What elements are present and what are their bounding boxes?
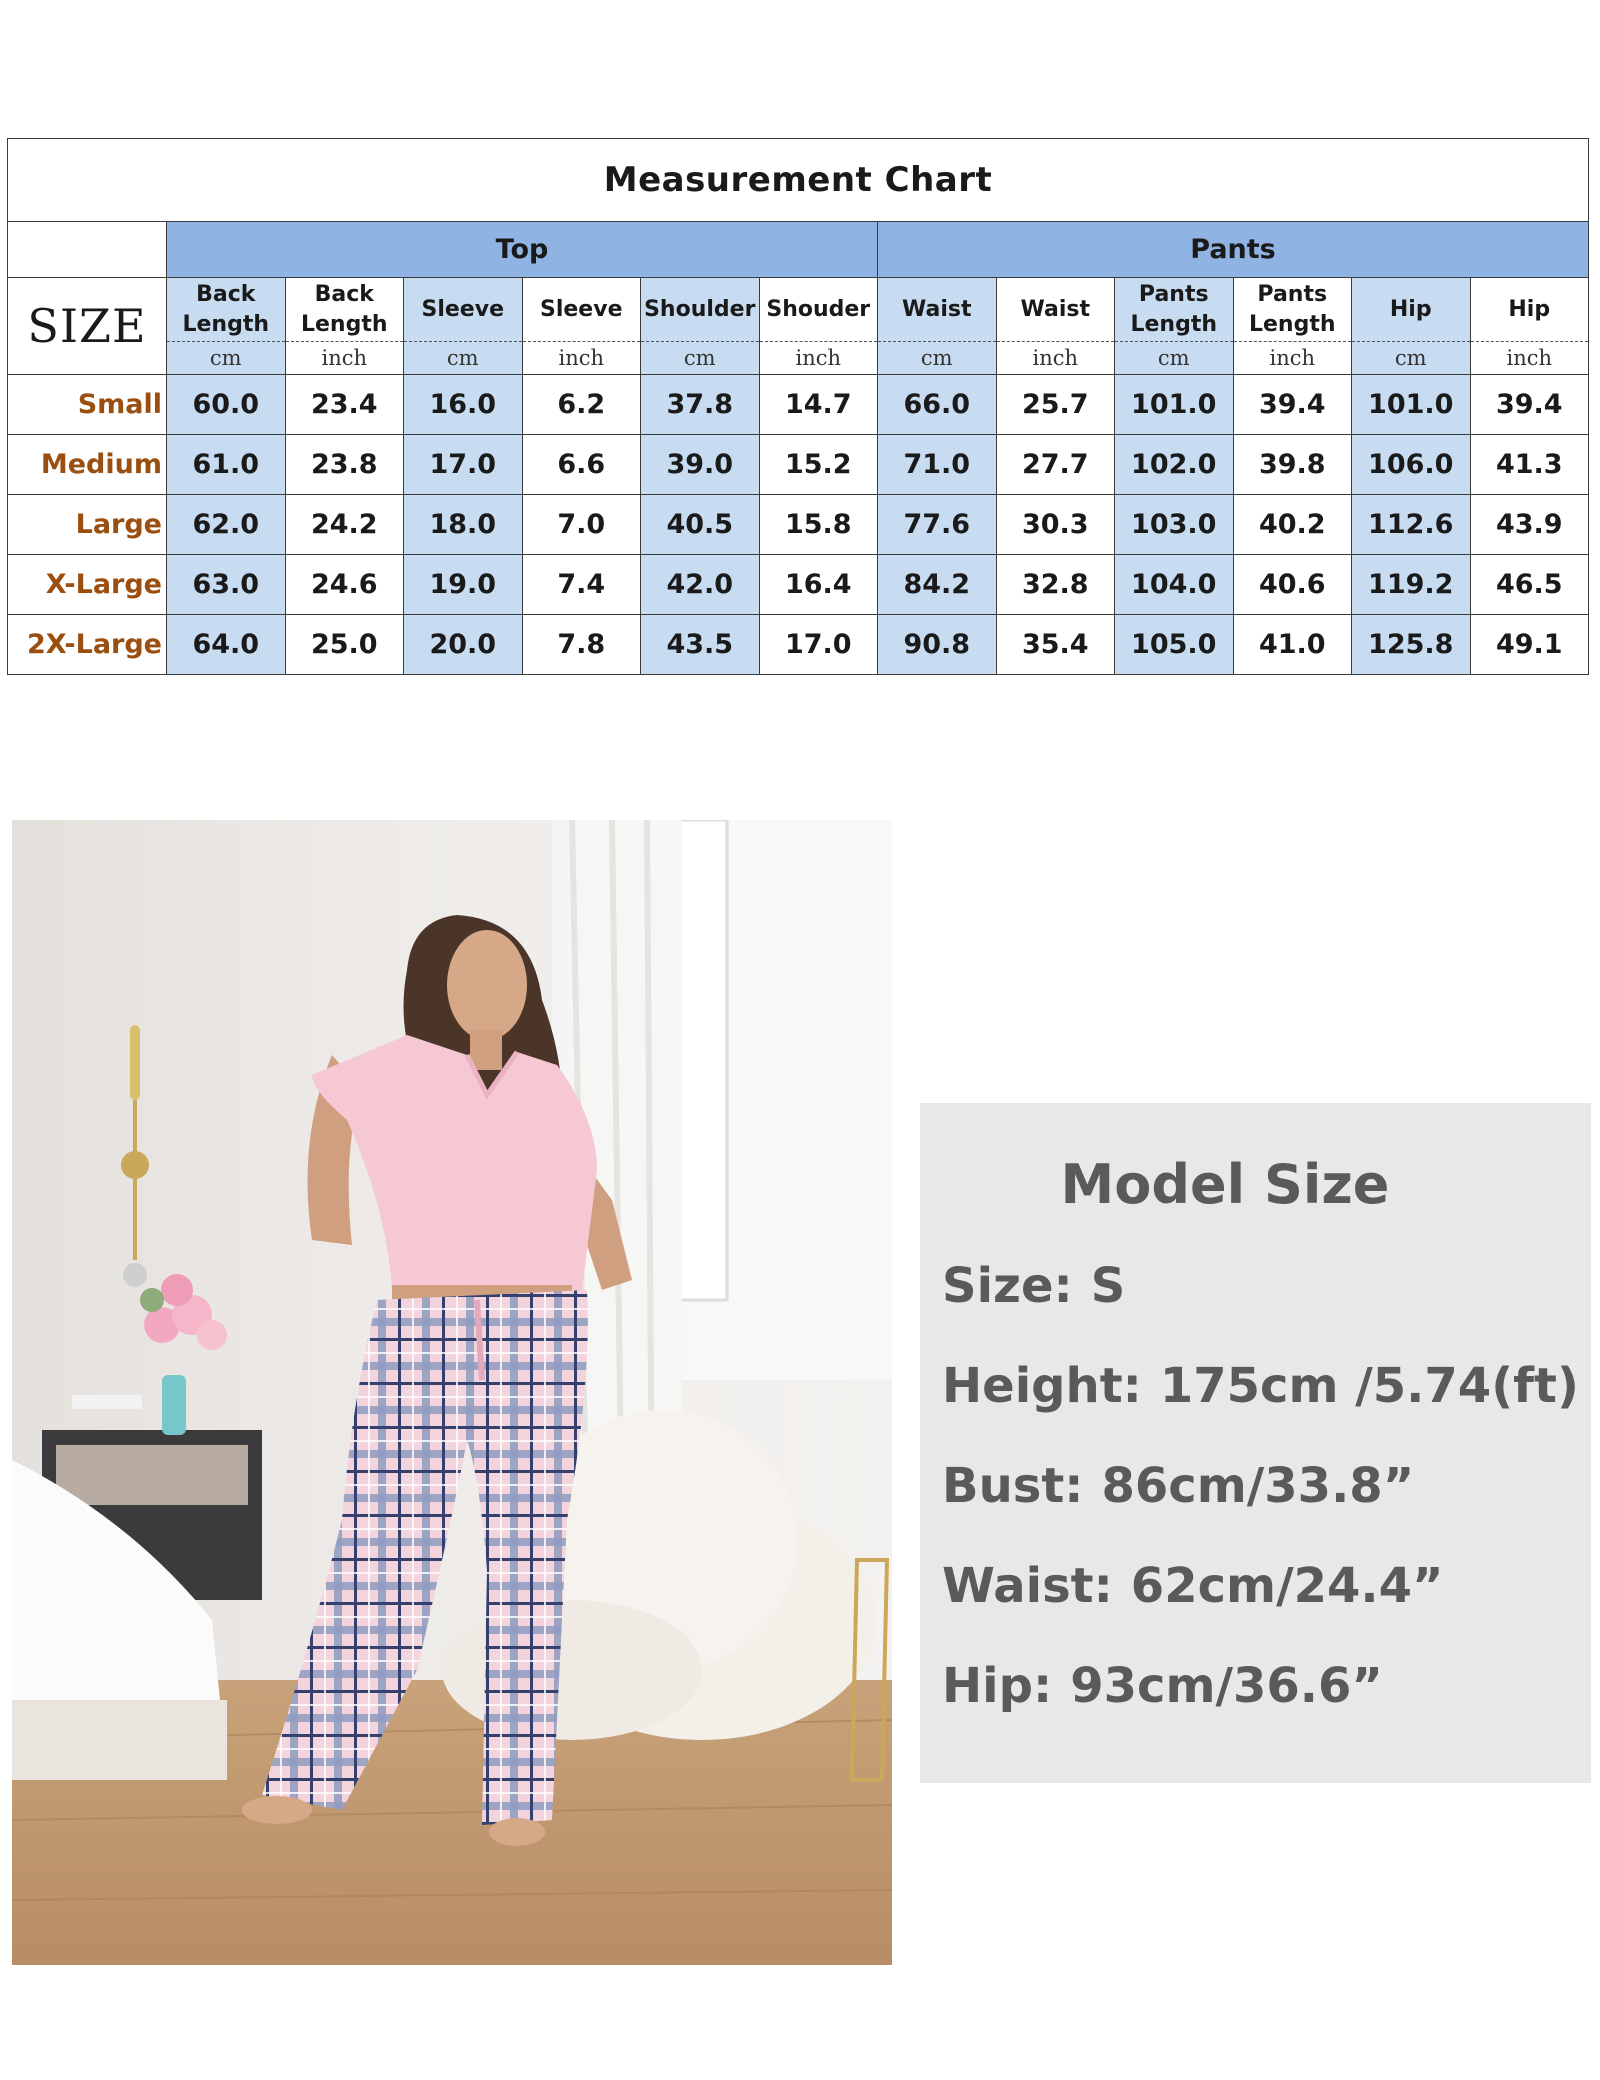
column-header: Back Length [167, 278, 286, 342]
unit-label: inch [759, 342, 878, 375]
unit-label: inch [1470, 342, 1589, 375]
chart-title: Measurement Chart [8, 139, 1589, 222]
table-cell: 101.0 [1352, 375, 1471, 435]
unit-label: cm [641, 342, 760, 375]
table-cell: 61.0 [167, 435, 286, 495]
table-cell: 18.0 [404, 495, 523, 555]
column-header: Shoulder [641, 278, 760, 342]
table-cell: 39.8 [1233, 435, 1352, 495]
model-size-panel [920, 1103, 1591, 1783]
table-cell: 16.0 [404, 375, 523, 435]
model-waist-value: 62cm/24.4” [1130, 1558, 1444, 1614]
model-size-title: Model Size [1060, 1153, 1390, 1216]
model-bust-value: 86cm/33.8” [1101, 1458, 1415, 1514]
table-cell: 39.4 [1470, 375, 1589, 435]
model-size-row [942, 1258, 1125, 1314]
column-header: Pants Length [1115, 278, 1234, 342]
model-bust-row [942, 1458, 1414, 1514]
table-cell: 49.1 [1470, 615, 1589, 675]
unit-label: inch [285, 342, 404, 375]
column-header: Waist [878, 278, 997, 342]
table-cell: 17.0 [404, 435, 523, 495]
model-height-value: 175cm /5.74(ft) [1159, 1358, 1579, 1414]
table-cell: 42.0 [641, 555, 760, 615]
model-hip-label: Hip: [942, 1658, 1053, 1714]
chart-body [8, 375, 1589, 675]
size-name: X-Large [8, 555, 167, 615]
unit-label: inch [522, 342, 641, 375]
table-cell: 41.0 [1233, 615, 1352, 675]
column-header: Hip [1470, 278, 1589, 342]
model-waist-label: Waist: [942, 1558, 1113, 1614]
table-cell: 62.0 [167, 495, 286, 555]
table-cell: 101.0 [1115, 375, 1234, 435]
table-cell: 40.5 [641, 495, 760, 555]
table-cell: 35.4 [996, 615, 1115, 675]
table-cell: 77.6 [878, 495, 997, 555]
model-hip-row [942, 1658, 1383, 1714]
table-cell: 43.5 [641, 615, 760, 675]
table-cell: 15.2 [759, 435, 878, 495]
model-photo [12, 820, 892, 1965]
unit-label: cm [1115, 342, 1234, 375]
table-row [8, 615, 1589, 675]
size-name: Medium [8, 435, 167, 495]
table-cell: 63.0 [167, 555, 286, 615]
table-cell: 43.9 [1470, 495, 1589, 555]
table-cell: 46.5 [1470, 555, 1589, 615]
table-cell: 16.4 [759, 555, 878, 615]
size-header: SIZE [8, 278, 167, 375]
table-cell: 23.4 [285, 375, 404, 435]
table-cell: 32.8 [996, 555, 1115, 615]
column-header: Sleeve [522, 278, 641, 342]
table-cell: 37.8 [641, 375, 760, 435]
table-cell: 17.0 [759, 615, 878, 675]
model-photo-illustration [12, 820, 892, 1965]
unit-label: cm [878, 342, 997, 375]
table-row [8, 435, 1589, 495]
table-cell: 40.2 [1233, 495, 1352, 555]
size-name: 2X-Large [8, 615, 167, 675]
table-cell: 7.4 [522, 555, 641, 615]
group-pants: Pants [878, 222, 1589, 278]
table-cell: 14.7 [759, 375, 878, 435]
table-cell: 19.0 [404, 555, 523, 615]
model-height-row [942, 1358, 1579, 1414]
table-cell: 119.2 [1352, 555, 1471, 615]
table-cell: 41.3 [1470, 435, 1589, 495]
table-cell: 60.0 [167, 375, 286, 435]
table-cell: 6.2 [522, 375, 641, 435]
table-cell: 25.7 [996, 375, 1115, 435]
table-cell: 106.0 [1352, 435, 1471, 495]
table-cell: 40.6 [1233, 555, 1352, 615]
table-cell: 6.6 [522, 435, 641, 495]
size-name: Small [8, 375, 167, 435]
table-row [8, 375, 1589, 435]
table-cell: 90.8 [878, 615, 997, 675]
model-height-label: Height: [942, 1358, 1142, 1414]
table-cell: 30.3 [996, 495, 1115, 555]
table-cell: 15.8 [759, 495, 878, 555]
size-name: Large [8, 495, 167, 555]
table-cell: 112.6 [1352, 495, 1471, 555]
column-header: Sleeve [404, 278, 523, 342]
group-top: Top [167, 222, 878, 278]
table-cell: 25.0 [285, 615, 404, 675]
table-cell: 39.0 [641, 435, 760, 495]
table-cell: 66.0 [878, 375, 997, 435]
table-row [8, 495, 1589, 555]
model-bust-label: Bust: [942, 1458, 1084, 1514]
model-size-label: Size: [942, 1258, 1073, 1314]
table-cell: 23.8 [285, 435, 404, 495]
unit-label: cm [1352, 342, 1471, 375]
table-cell: 64.0 [167, 615, 286, 675]
table-cell: 24.6 [285, 555, 404, 615]
table-cell: 71.0 [878, 435, 997, 495]
table-cell: 39.4 [1233, 375, 1352, 435]
unit-label: cm [404, 342, 523, 375]
table-cell: 103.0 [1115, 495, 1234, 555]
table-cell: 125.8 [1352, 615, 1471, 675]
table-cell: 7.8 [522, 615, 641, 675]
column-header: Hip [1352, 278, 1471, 342]
unit-label: inch [1233, 342, 1352, 375]
column-header: Shouder [759, 278, 878, 342]
table-cell: 7.0 [522, 495, 641, 555]
column-header: Waist [996, 278, 1115, 342]
unit-label: inch [996, 342, 1115, 375]
corner-cell [8, 222, 167, 278]
unit-label: cm [167, 342, 286, 375]
table-cell: 27.7 [996, 435, 1115, 495]
table-cell: 84.2 [878, 555, 997, 615]
table-row [8, 555, 1589, 615]
measurement-chart [7, 138, 1589, 675]
model-size-value: S [1090, 1258, 1126, 1314]
table-cell: 102.0 [1115, 435, 1234, 495]
table-cell: 104.0 [1115, 555, 1234, 615]
column-header: Back Length [285, 278, 404, 342]
model-waist-row [942, 1558, 1444, 1614]
model-hip-value: 93cm/36.6” [1070, 1658, 1383, 1714]
table-cell: 20.0 [404, 615, 523, 675]
column-header: Pants Length [1233, 278, 1352, 342]
table-cell: 105.0 [1115, 615, 1234, 675]
table-cell: 24.2 [285, 495, 404, 555]
